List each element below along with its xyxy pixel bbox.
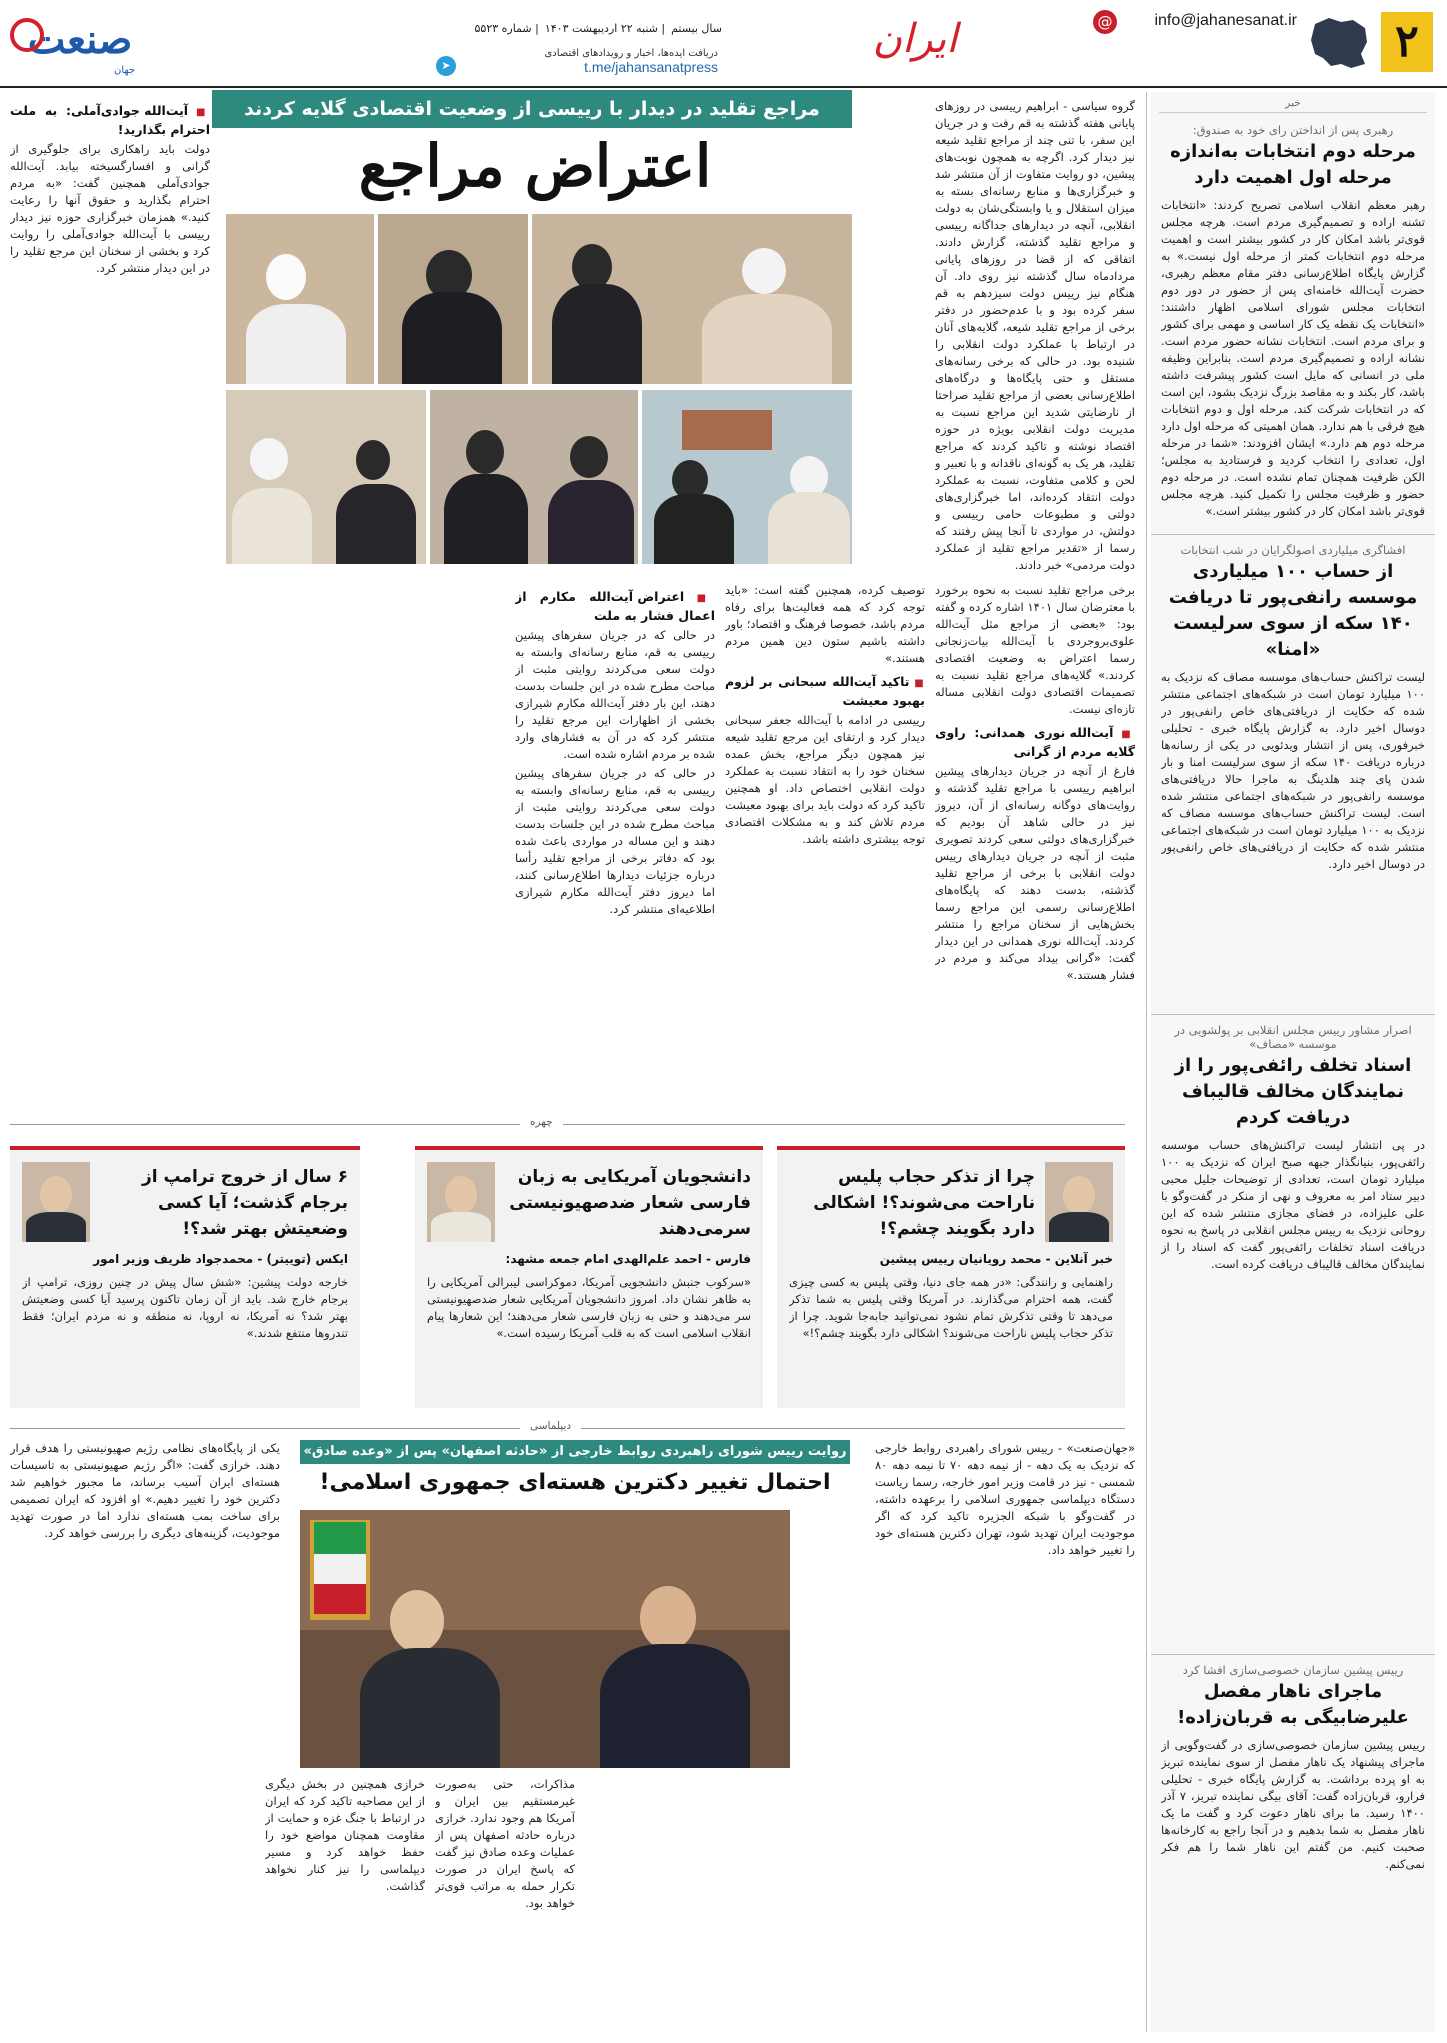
opinion-title[interactable]: چرا از تذکر حجاب پلیس ناراحت می‌شوند؟! اشکالی دارد بگویند چشم؟!	[813, 1167, 1035, 1239]
photo-meeting-5	[430, 390, 638, 564]
subhead-makarem-text: در حالی که در جریان سفرهای پیشین رییسی به قم، منابع رسانه‌ای وابسته به دولت سعی می‌کردند روایتی مثبت از مباحث مطرح شده در این جلسات بدست دهند، این بار دفتر آیت‌الله مکارم شیرازی بخشی از اظهارات این مرجع تقلید را منتشر کرد که در آن به فشارهای وارد شده بر مردم اشاره شده است.	[515, 628, 715, 761]
opinion-card-1	[777, 1146, 1125, 1408]
rail-headline[interactable]: از حساب ۱۰۰ میلیاردی موسسه رانفی‌پور تا دریافت ۱۴۰ سکه از سوی سرلیست «امنا»	[1168, 561, 1418, 660]
rail-kicker: اصرار مشاور رییس مجلس انقلابی بر پولشویی در موسسه «مصاف»	[1174, 1023, 1412, 1051]
email-icon: @	[1093, 10, 1117, 34]
logo-subtext: جهان	[114, 65, 136, 76]
photo-meeting-6	[642, 390, 852, 564]
opinion-source: فارس - احمد علم‌الهدی امام جمعه مشهد:	[505, 1252, 751, 1266]
main-column-1	[935, 582, 1135, 1102]
telegram-link[interactable]: t.me/jahansanatpress	[584, 59, 718, 75]
main-headline[interactable]: اعتراض مراجع	[358, 132, 712, 200]
rail-label: خبر	[1159, 94, 1427, 113]
diplomacy-kicker: روایت رییس شورای راهبردی روابط خارجی از «حادثه اصفهان» پس از «وعده صادق»	[300, 1440, 850, 1464]
main-col2-text: توصیف کرده، همچنین گفته است: «باید توجه کرد که همه فعالیت‌ها برای رفاه مردم باشد، خصوصا فرهنگ و اقتصاد؛ باور داشته باشیم ستون دین همین مردم هستند.»	[725, 583, 925, 665]
opinion-source: ایکس (توییتر) - محمدجواد ظریف وزیر امور	[93, 1252, 348, 1266]
opinion-text: راهنمایی و رانندگی: «در همه جای دنیا، وقتی پلیس به کسی چیزی گفت، همه احترام می‌گذارند. در آمریکا وقتی پلیس به شما تذکر می‌دهد تا وقتی تذکرش تمام نشود نمی‌توانید جابه‌جا شوید. چرا از تذکر حجاب پلیس ناراحت می‌شوند؟ اشکالی دارد بگویند چشم؟!»	[789, 1275, 1113, 1340]
diplomacy-headline[interactable]: احتمال تغییر دکترین هسته‌ای جمهوری اسلامی!	[319, 1470, 831, 1495]
subhead-sobhani-text: رییسی در ادامه با آیت‌الله جعفر سبحانی دیدار کرد و ارتقای این مرجع تقلید شیعه نیز همچون دیگر مراجع، بخش عمده سخنان خود را به انتقاد نسبت به عملکرد دولت انقلابی اختصاص داد. او همچنین تاکید کرد که دولت باید برای بهبود معیشت مردم تلاش کند و به مشکلات اقتصادی توجه بیشتری داشته باشد.	[725, 713, 925, 846]
subhead-javadi: ■ آیت‌الله جوادی‌آملی: به ملت احترام بگذارید!	[10, 102, 210, 138]
main-col1-text: برخی مراجع تقلید نسبت به نحوه برخورد با معترضان سال ۱۴۰۱ اشاره کرده و گفته بود: «بعضی از مراجع مثل آیت‌الله علوی‌بروجردی با آیت‌الله بیات‌زنجانی رسما اعتراض به وضعیت اقتصادی کردند.» گلایه‌های مراجع تقلید نسبت به تصمیمات اقتصادی دولت انقلابی مساله تازه‌ای نیست.	[935, 583, 1135, 716]
opinion-card-3	[10, 1146, 360, 1408]
subhead-javadi-text: دولت باید راهکاری برای جلوگیری از گرانی و افسارگسیخته بیابد. آیت‌الله جوادی‌آملی همچنین گفت: «به مردم احترام بگذارید و حقوق آنها را رعایت کنید.» همزمان خبرگزاری حوزه نیز دیدار رییسی با آیت‌الله جوادی‌آملی را روایت کرد و بخشی از سخنان این مرجع تقلید را در این دیدار منتشر کرد.	[10, 142, 210, 275]
subhead-nouri: ■ آیت‌الله نوری همدانی: راوی گلایه مردم از گرانی	[935, 724, 1135, 760]
opinion-text: خارجه دولت پیشین: «شش سال پیش در چنین روزی، ترامپ از برجام خارج شد. باید از آن زمان تاکنون پرسید آیا کسی وضعیتش بهتر شد؟ نه آمریکا، نه اروپا، نه منطقه و نه مردم ایران؛ فقط تندروها منتفع شدند.»	[22, 1275, 348, 1340]
issue-date: شنبه ۲۲ اردیبهشت ۱۴۰۳	[544, 22, 658, 35]
author-photo	[1045, 1162, 1113, 1242]
main-column-2	[725, 582, 925, 1102]
column-divider	[1146, 92, 1147, 2032]
rail-story-lunch	[1151, 1655, 1435, 2035]
issue-number: شماره ۵۵۲۳	[474, 22, 532, 35]
author-photo	[22, 1162, 90, 1242]
rail-story-raefipour	[1151, 535, 1435, 1015]
subhead-makarem: ■ اعتراض آیت‌الله مکارم از اعمال فشار به ملت	[515, 588, 715, 624]
diplomacy-column-2: مذاکرات، حتی به‌صورت غیرمستقیم بین ایران و آمریکا هم وجود ندارد. خرازی درباره حادثه اصفهان پس از عملیات وعده صادق نیز گفت که پاسخ ایران در صورت تکرار حمله به مراتب قوی‌تر خواهد بود.	[435, 1777, 575, 1910]
strip-divider	[10, 1124, 1125, 1125]
main-column-3	[515, 582, 715, 1102]
opinion-text: «سرکوب جنبش دانشجویی آمریکا، دموکراسی لیبرالی آمریکایی را به ظاهر نشان داد. امروز دانشجویان آمریکایی شعار ضدصهیونیستی سر می‌دهند و حتی به زبان فارسی شعار می‌دهند؛ این شعارها پیام انقلاب اسلامی است که به قلب آمریکا رسیده است.»	[427, 1275, 751, 1340]
rail-kicker: افشاگری میلیاردی اصولگرایان در شب انتخابات	[1180, 543, 1406, 557]
rail-story-documents	[1151, 1015, 1435, 1655]
rail-headline[interactable]: اسناد تخلف رائفی‌پور را از نمایندگان مخالف قالیباف دریافت کردم	[1174, 1055, 1412, 1128]
logo-text: صنعت	[27, 16, 133, 63]
opinion-card-2	[415, 1146, 763, 1408]
page-header	[0, 0, 1447, 88]
rail-headline[interactable]: ماجرای ناهار مفصل علیرضابیگی به قربان‌زاده!	[1177, 1681, 1409, 1728]
subhead-sobhani: ■ تاکید آیت‌الله سبحانی بر لزوم بهبود معیشت	[725, 673, 925, 709]
main-col3-text: در حالی که در جریان سفرهای پیشین رییسی به قم، منابع رسانه‌ای وابسته به دولت سعی می‌کردند روایتی مثبت از مباحث مطرح شده در این جلسات بدست دهند و این مساله در مواردی باعث شده بود که دفاتر برخی از مراجع تقلید رأسا درباره جزئیات دیدارها اطلاع‌رسانی کنند، اما دیروز دفتر آیت‌الله مکارم شیرازی اطلاعیه‌ای منتشر کرد.	[515, 766, 715, 916]
issue-info: سال بیستم| شنبه ۲۲ اردیبهشت ۱۴۰۳| شماره ۵۵۲۳	[474, 22, 722, 35]
main-intro-column: گروه سیاسی - ابراهیم رییسی در روزهای پایانی هفته گذشته به قم رفت و در جریان این سفر، با تنی چند از مراجع تقلید شیعه نیز دیدار کرد. اگرچه به همچون نوبت‌های پیشین، دو روایت متفاوت از آن منتشر شد و خبرگزاری‌ها و منابع رسانه‌ای بسته به میزان استقلال و یا وابستگی‌شان به دولت انقلابی، آنچه در دیدارهای جداگانه رییسی و مراجع تقلید گذشته، گزارش دادند. اتفاقی که از قضا در روزهای پایانی مردادماه سال گذشته نیز روی داد. آن هنگام نیز رییس دولت سیزدهم به قم سفر کرده بود و با عدم‌حضور در دفتر برخی از مراجع تقلید شیعه، گلایه‌های آنان در ارتباط با عملکرد دولت انقلابی را شنیده بود. در حالی که برخی رسانه‌های مستقل و حتی پایگاه‌ها و درگاه‌های اطلاع‌رسانی بعضی از مراجع تقلید صراحتا از نارضایتی شدید این مراجع نسبت به مدیریت دولت انقلابی بویژه در حوزه اقتصاد نوشته و تاکید کردند که مراجع تقلید، هر یک به گونه‌ای ناقدانه و با تعبیر و لحن و کلامی متفاوت، نسبت به عملکرد دولت انتقاد کرده‌اند، اما خبرگزاری‌های دولتی و مطبوعات حامی رییسی و دولتش، در مواردی تا آنجا پیش رفتند که رسما از «تقدیر مراجع تقلید از عملکرد دولت مردمی» خبر دادند.	[935, 99, 1135, 572]
rail-body: لیست تراکنش حساب‌های موسسه مصاف که نزدیک به ۱۰۰ میلیارد تومان است در شبکه‌های اجتماعی منتشر شده که حکایت از دریافتی‌های خاص رانفی‌پور در دوسال اخیر دارد. به گزارش پایگاه خبری - تحلیلی خبرفوری، پس از انتشار ویدئویی در یکی از رسانه‌ها درباره دریافت ۱۴۰ سکه از سوی سرلیست امنا و بار شدن پای چند هلدینگ به ماجرا حالا دریافتی‌های موسسه رانفی‌پور در شبکه‌های اجتماعی منتشر شده است. لیست تراکنش حساب‌های موسسه مصاف که نزدیک به ۱۰۰ میلیارد تومان است در شبکه‌های اجتماعی منتشر شده که حکایت از دریافتی‌های خاص رانفی‌پور در دوسال اخیر دارد.	[1161, 670, 1425, 871]
photo-meeting-1	[226, 214, 374, 384]
issue-year: سال بیستم	[671, 22, 722, 35]
rail-kicker: رهبری پس از انداختن رای خود به صندوق:	[1192, 123, 1394, 137]
opinion-title[interactable]: ۶ سال از خروج ترامپ از برجام گذشت؛ آیا کسی وضعیتش بهتر شد؟!	[141, 1167, 348, 1239]
rail-body: رهبر معظم انقلاب اسلامی تصریح کردند: «انتخابات تشنه اراده و تصمیم‌گیری مردم است. هرچه مجلس قوی‌تر باشد امکان کار در کشور بیشتر است و اهمیت مرحله دوم انتخابات کمتر از مرحله اول نیست.» به گزارش پایگاه اطلاع‌رسانی دفتر مقام معظم رهبری، حضرت آیت‌الله خامنه‌ای پس از حضور در دور دوم انتخابات مجلس شورای اسلامی اظهار داشتند: «انتخابات یک نقطه یک کار اساسی و مهمی برای کشور و برای مردم است. انتخابات نشانه حضور مردم است. نشانه اراده و تصمیم‌گیری مردم است. بنابراین وظیفه ملی در انسانی که مایل است کشور پیشرفت داشته باشد، کار بکند و به مقاصد بزرگ نزدیک بشود، این است که در انتخابات شرکت کند. مرحله اول و دوم انتخابات هیچ فرقی با هم ندارد. همان اهمیتی که مرحله اول دارد مرحله دوم هم دارد.» ایشان افزودند: «شما در مرحله اول، تعدادی را انتخاب کردید و فرستادید به مجلس؛ الکن ظرفیت همچنان تمام نشده است. در مرحله دوم حضور و ظرفیت مجلس را تکمیل کنید. هرچه مجلس قوی‌تر باشد امکان کار در کشور بیشتر است.»	[1161, 198, 1425, 518]
telegram-promo[interactable]	[441, 48, 718, 75]
photo-meeting-3	[532, 214, 852, 384]
main-column-4	[10, 96, 210, 1106]
photo-meeting-4	[226, 390, 426, 564]
logo-ring-icon	[10, 18, 44, 52]
diplomacy-label: دیپلماسی	[520, 1420, 581, 1432]
section-title: ایران	[872, 16, 958, 62]
rail-story-leader	[1151, 115, 1435, 535]
newspaper-logo	[10, 12, 150, 78]
telegram-icon: ➤	[436, 56, 456, 76]
iran-map-icon	[1307, 14, 1371, 72]
page-number: ۲	[1381, 12, 1433, 72]
photo-meeting-2	[378, 214, 528, 384]
diplomacy-column-1: «جهان‌صنعت» - رییس شورای راهبردی روابط خارجی که نزدیک به یک دهه - از نیمه دهه ۷۰ تا نیمه دهه ۸۰ شمسی - نیز در قامت وزیر امور خارجه، رسما ریاست دستگاه دیپلماسی جمهوری اسلامی را برعهده داشته، در گفت‌وگو با شبکه الجزیره تاکید کرد که اگر موجودیت ایران تهدید شود، تهران دکترین هسته‌ای خود را تغییر خواهد داد.	[875, 1441, 1135, 1557]
rail-body: رییس پیشین سازمان خصوصی‌سازی در گفت‌وگویی از ماجرای پیشنهاد یک ناهار مفصل از سوی نماینده تبریز به او پرده برداشت. به گزارش پایگاه خبری - تحلیلی فرارو، قربان‌زاده گفت: آقای بیگی نماینده تبریز، ۷ آذر ۱۴۰۰ رسید. ما برای ناهار دعوت کرد و گفت ما یک ناهار مفصل به شما بدهیم و در آنجا راجع به کارخانه‌ها صحبت کنیم. من گفتم این ناهار شما را هم فکر نمی‌کنم.	[1161, 1738, 1425, 1871]
strip-label: چهره	[520, 1116, 563, 1128]
rail-headline[interactable]: مرحله دوم انتخابات به‌اندازه مرحله اول اهمیت دارد	[1170, 141, 1416, 188]
opinion-source: خبر آنلاین - محمد رویانیان رییس پیشین	[879, 1252, 1113, 1266]
rail-kicker: رییس پیشین سازمان خصوصی‌سازی افشا کرد	[1182, 1663, 1404, 1677]
author-photo	[427, 1162, 495, 1242]
subhead-nouri-text: فارغ از آنچه در جریان دیدارهای پیشین ابراهیم رییسی با مراجع تقلید گذشته و روایت‌های دوگانه رسانه‌ای از آن، دیروز نیز در حالی شاهد آن بودیم که خبرگزاری‌های دولتی سعی کردند تصویری مثبت از آنچه در جریان دیدارهای رییس دولت انقلابی با برخی از مراجع تقلید گذشته، بدست دهند که پایگاه‌های اطلاع‌رسانی رسمی این مراجع رسما بخش‌هایی از سخنان مراجع را منتشر کردند. آیت‌الله نوری همدانی در این دیدار گفت: «گرانی بیداد می‌کند و مردم در فشار هستند.»	[935, 764, 1135, 982]
news-rail	[1151, 92, 1435, 2032]
diplomacy-column-3: خرازی همچنین در بخش دیگری از این مصاحبه تاکید کرد که ایران در ارتباط با جنگ غزه و حمایت از مقاومت همچنان مواضع خود را حفظ خواهد کرد و مسیر دیپلماسی را نیز کنار نخواهد گذاشت.	[265, 1777, 425, 1893]
telegram-caption: دریافت ایده‌ها، اخبار و رویدادهای اقتصادی	[544, 48, 718, 59]
opinion-title[interactable]: دانشجویان آمریکایی به زبان فارسی شعار ضدصهیونیستی سرمی‌دهند	[509, 1167, 751, 1239]
main-kicker: مراجع تقلید در دیدار با رییسی از وضعیت اقتصادی گلایه کردند	[212, 90, 852, 128]
diplomacy-photo	[300, 1510, 790, 1768]
diplomacy-column-4: یکی از پایگاه‌های نظامی رژیم صهیونیستی را هدف قرار دهند. خرازی گفت: «اگر رژیم صهیونیستی به تاسیسات هسته‌ای ایران آسیب برساند، ما مجبور خواهیم شد دکترین خود را تغییر دهیم.» او افزود که ایران تصمیمی برای ساخت بمب هسته‌ای ندارد اما در صورت تهدید موجودیت، گزینه‌های دیگری را بررسی خواهد کرد.	[10, 1441, 280, 1540]
header-email[interactable]: info@jahanesanat.ir	[1154, 12, 1297, 29]
rail-body: در پی انتشار لیست تراکنش‌های حساب موسسه رائفی‌پور، بنیانگذار جبهه صبح ایران که نزدیک به ۱۰۰ میلیارد تومان است، تعدادی از توضیحات جلیل محبی دبیر ستاد امر به معروف و نهی از منکر در گفت‌وگو با علی علیزاده، در فضای مجازی منتشر شده که این روحانی نزدیک به رییس مجلس انقلابی در پاسخ به نحوه دریافت اسناد تخلفات رائفی‌پور گفت که اسناد را از نمایندگان مخالف قالیباف دریافت کرده است.	[1161, 1138, 1425, 1271]
main-photo-grid	[226, 214, 852, 564]
